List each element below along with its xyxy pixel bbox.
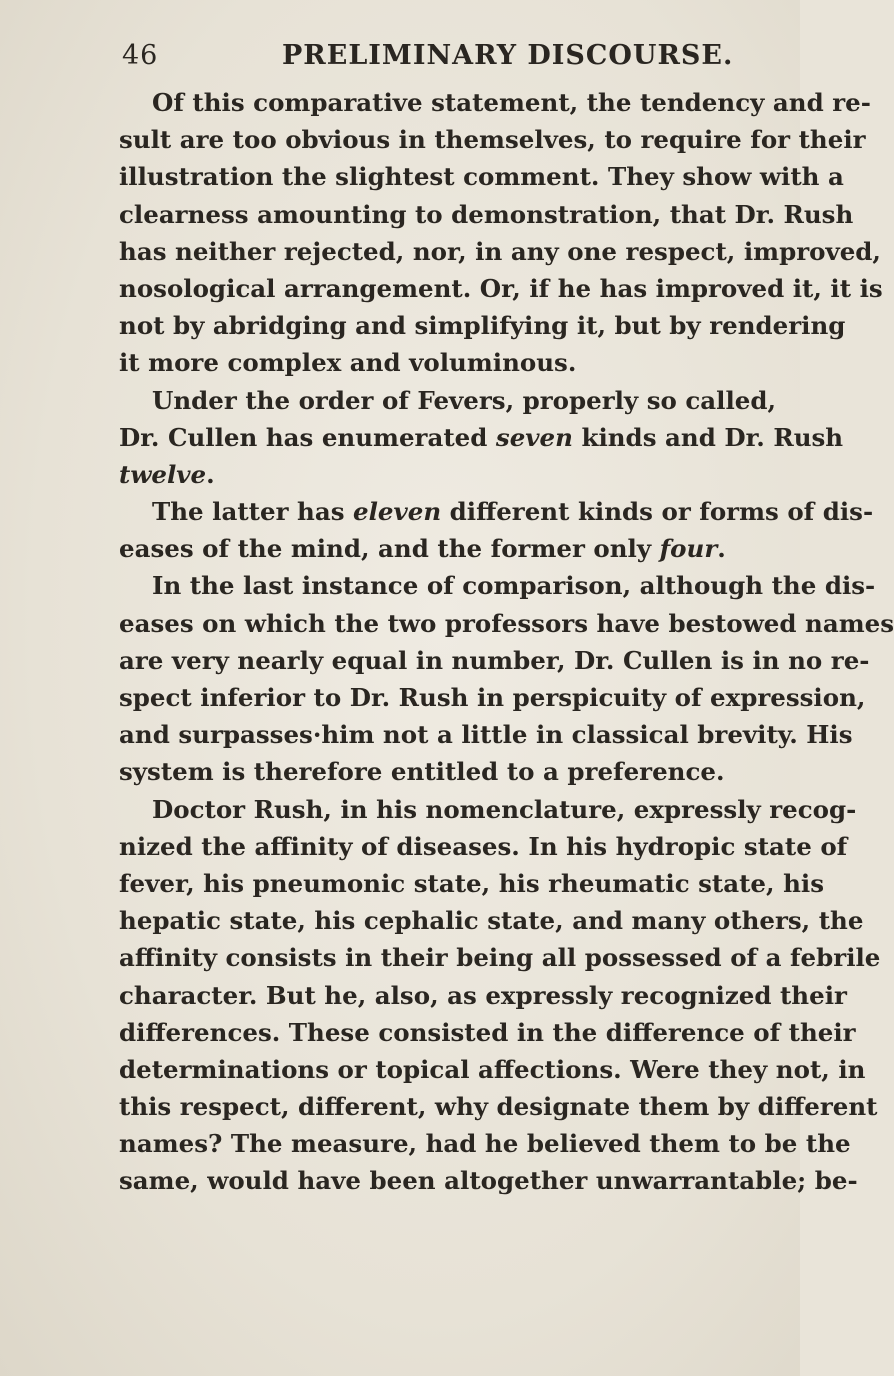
body-text [119, 84, 894, 1200]
text-segment: are very nearly equal in number, Dr. Cullen is in no re- [119, 645, 870, 675]
text-segment: character. But he, also, as expressly recognized their [119, 980, 847, 1010]
text-segment: same, would have been altogether unwarrantable; be- [119, 1166, 858, 1196]
text-line [119, 791, 857, 828]
text-segment: has neither rejected, nor, in any one respect, improved, [119, 236, 881, 266]
text-segment: The latter has [152, 497, 354, 527]
text-line [119, 382, 777, 419]
text-line [119, 939, 881, 976]
italic-word: four [659, 534, 718, 564]
text-line [119, 828, 848, 865]
text-line [119, 753, 765, 790]
text-segment: Under the order of Fevers, properly so called, [152, 385, 777, 415]
text-line [119, 419, 844, 456]
text-line [119, 493, 874, 530]
text-line [119, 642, 870, 679]
italic-word: seven [495, 422, 573, 452]
text-line [119, 1162, 858, 1199]
text-line [119, 233, 881, 270]
text-line [119, 1125, 851, 1162]
text-segment: differences. These consisted in the difference of their [119, 1017, 856, 1047]
text-segment: . [206, 459, 215, 489]
text-line [119, 456, 765, 493]
text-segment: . [717, 534, 726, 564]
text-line [119, 567, 876, 604]
text-line [119, 307, 846, 344]
text-segment: system is therefore entitled to a preference. [119, 757, 725, 787]
text-segment: names? The measure, had he believed them to be the [119, 1129, 851, 1159]
text-segment: spect inferior to Dr. Rush in perspicuity of expression, [119, 683, 866, 712]
text-line [119, 196, 854, 233]
text-line [119, 270, 883, 307]
text-line [119, 865, 824, 902]
running-head: PRELIMINARY DISCOURSE. [282, 40, 734, 71]
text-line [119, 344, 765, 381]
text-segment: Of this comparative statement, the tendency and re- [152, 88, 871, 117]
text-segment: Doctor Rush, in his nomenclature, expressly recog- [152, 794, 857, 824]
text-segment: affinity consists in their being all possessed of a febrile [119, 943, 881, 973]
text-line [119, 605, 894, 642]
text-segment: clearness amounting to demonstration, that Dr. Rush [119, 199, 854, 229]
text-line [119, 1014, 856, 1051]
text-segment: and surpasses·him not a little in classical brevity. His [119, 720, 853, 750]
text-line [119, 84, 871, 121]
text-segment: hepatic state, his cephalic state, and many others, the [119, 906, 864, 936]
text-segment: not by abridging and simplifying it, but by rendering [119, 311, 846, 341]
text-segment: sult are too obvious in themselves, to require for their [119, 125, 866, 155]
text-segment: determinations or topical affections. Were they not, in [119, 1054, 866, 1084]
text-segment: this respect, different, why designate them by different [119, 1092, 878, 1122]
text-segment: eases of the mind, and the former only [119, 534, 660, 564]
text-line [119, 977, 847, 1014]
text-segment: different kinds or forms of dis- [441, 497, 874, 527]
text-segment: fever, his pneumonic state, his rheumatic state, his [119, 868, 824, 898]
italic-word: twelve [119, 459, 207, 489]
page-number: 46 [122, 40, 159, 71]
page-header [122, 40, 734, 80]
text-line [119, 530, 765, 567]
text-segment: eases on which the two professors have bestowed names [119, 608, 894, 638]
italic-word: eleven [353, 497, 442, 527]
text-line [119, 679, 866, 716]
text-segment: In the last instance of comparison, although the dis- [152, 571, 876, 601]
text-line [119, 1051, 866, 1088]
text-segment: kinds and Dr. Rush [572, 422, 844, 452]
text-segment: nosological arrangement. Or, if he has improved it, it is [119, 273, 883, 303]
text-segment: nized the affinity of diseases. In his hydropic state of [119, 831, 848, 861]
text-segment: Dr. Cullen has enumerated [119, 422, 496, 452]
text-line [119, 716, 853, 753]
text-line [119, 158, 844, 195]
text-segment: it more complex and voluminous. [119, 348, 577, 378]
text-line [119, 121, 866, 158]
text-line [119, 1088, 878, 1125]
text-line [119, 902, 864, 939]
text-segment: illustration the slightest comment. They show with a [119, 162, 844, 192]
